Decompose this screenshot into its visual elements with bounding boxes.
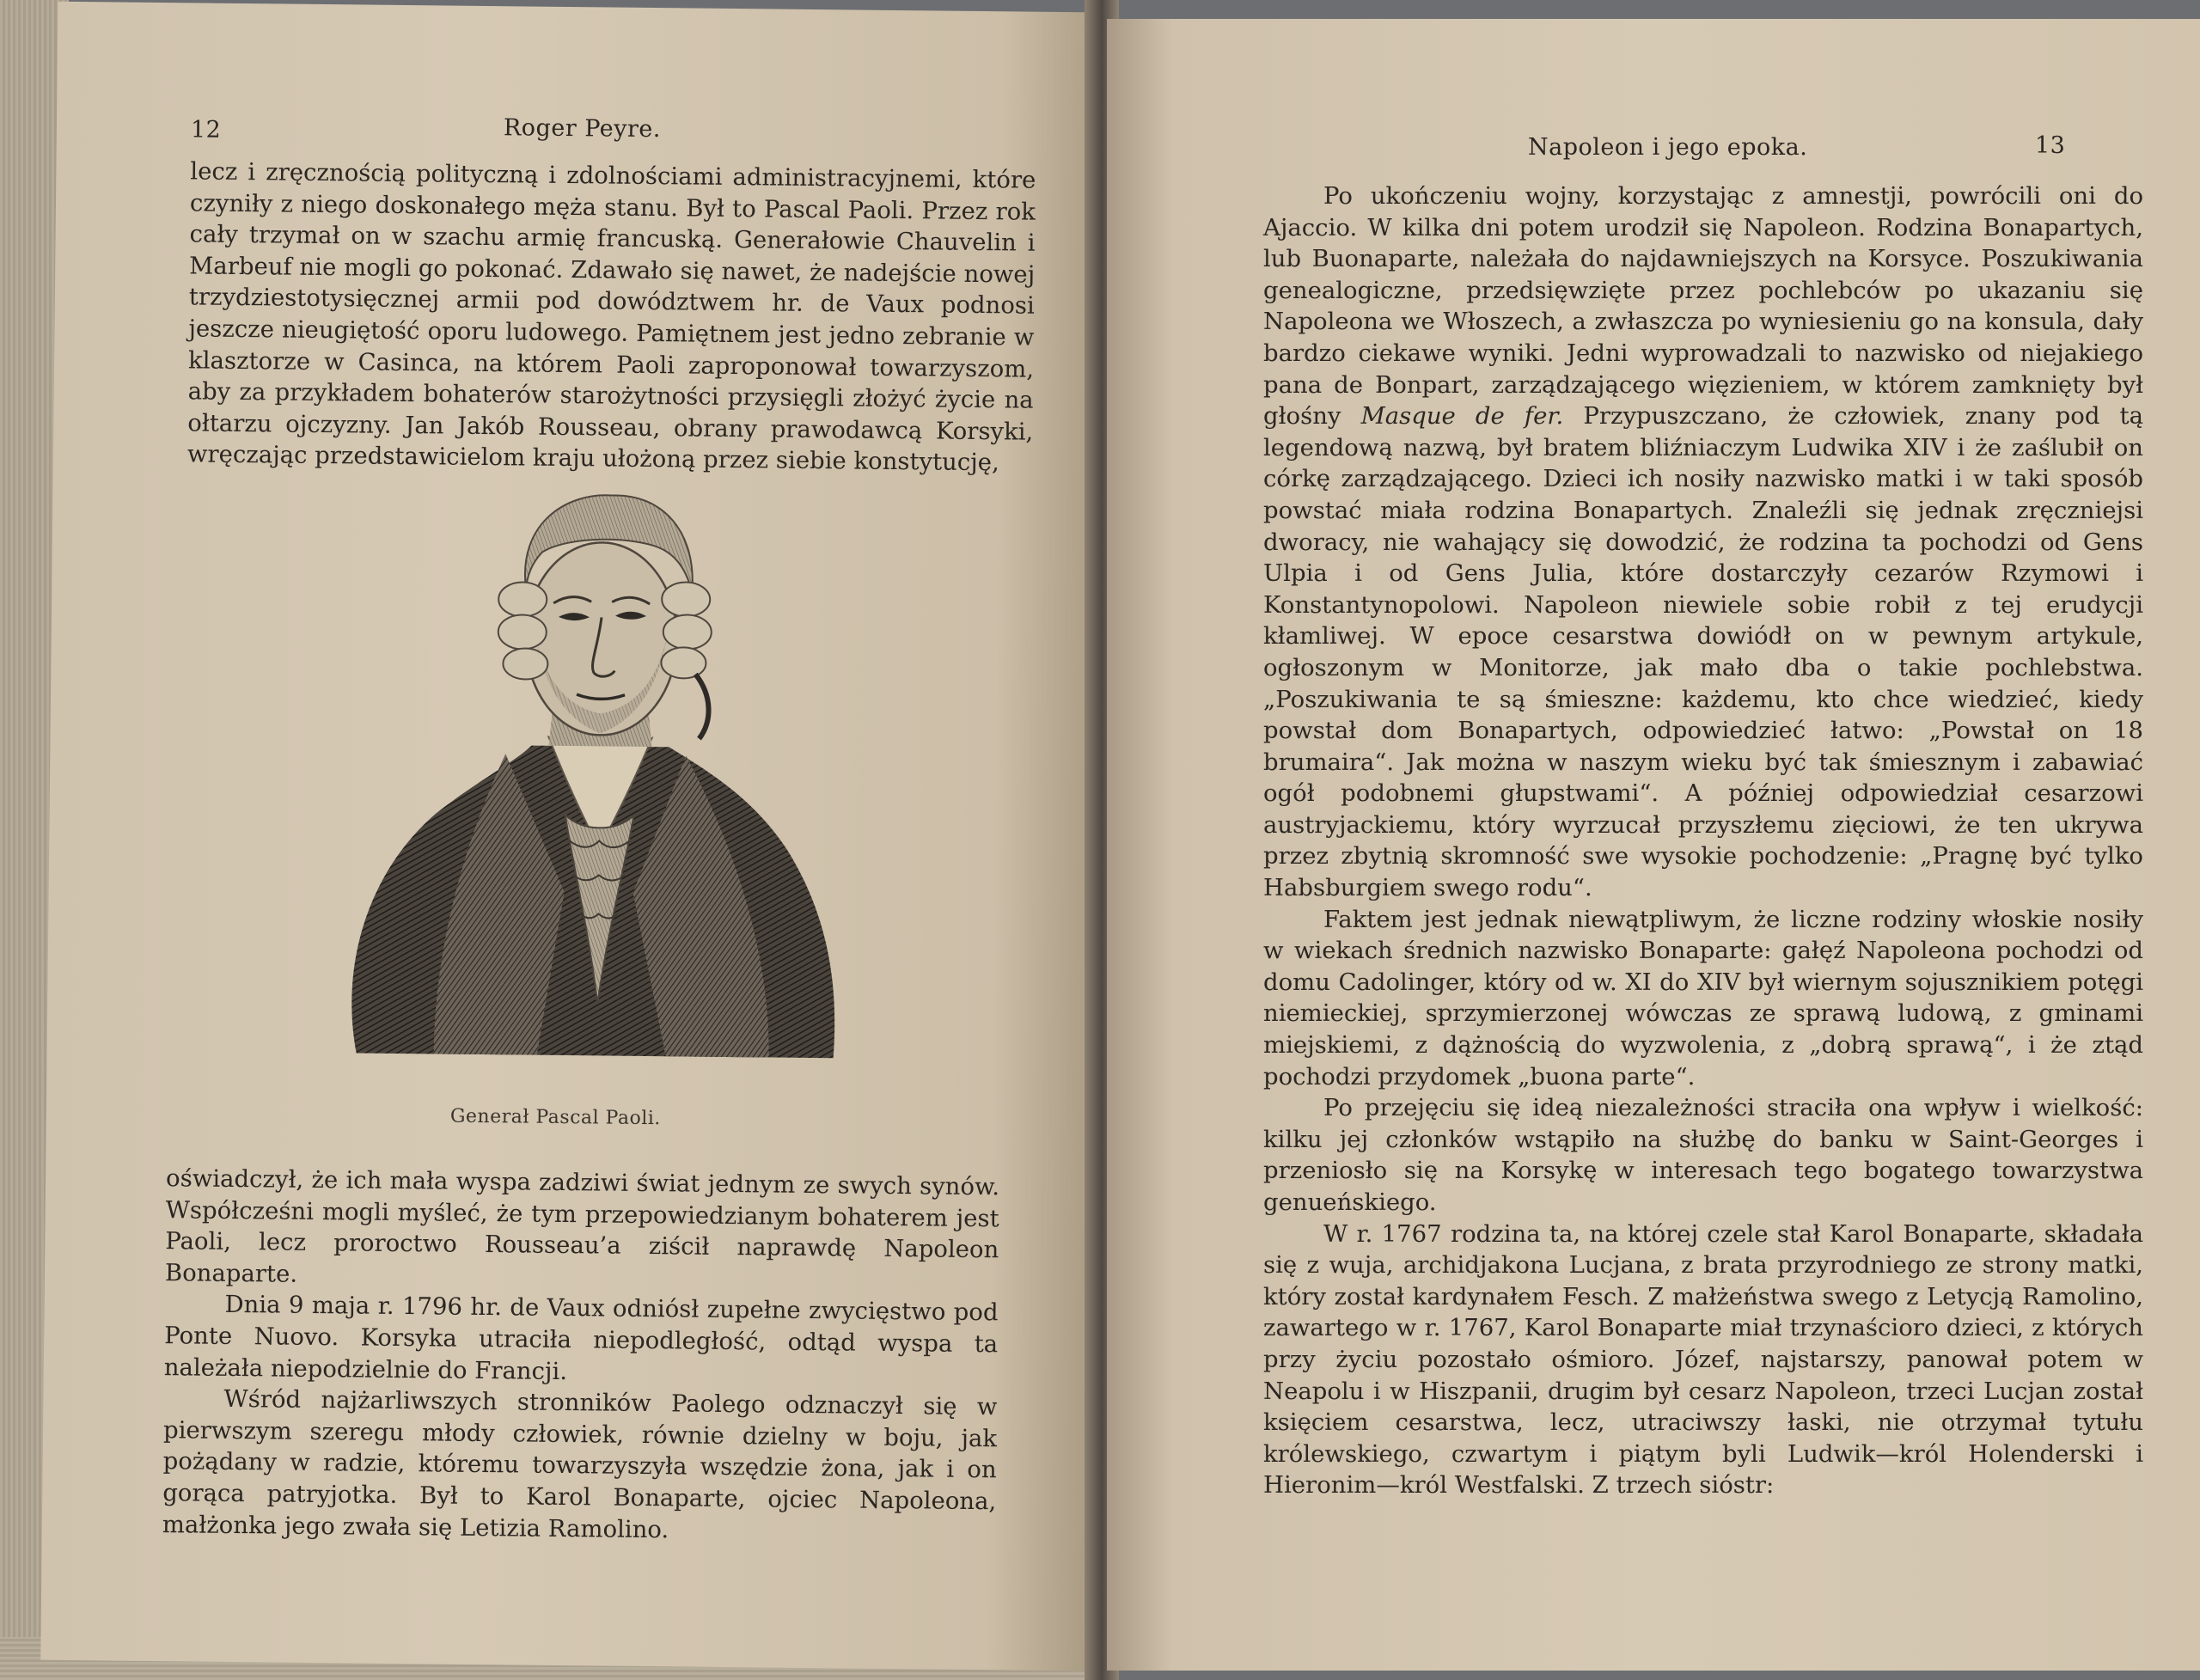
italic-title: Masque de fer. xyxy=(1360,402,1564,431)
paragraph: Dnia 9 maja r. 1796 hr. de Vaux odniósł zupełne zwycięstwo pod Ponte Nuovo. Korsyka utraciła niepodległość, odtąd wyspa ta należała niepodzielnie do Francji. xyxy=(163,1291,999,1385)
right-text xyxy=(1263,180,2143,1501)
paragraph: Wśród najżarliwszych stronników Paolego odznaczył się w pierwszym szeregu młody człowiek, równie dzielny w boju, jak pożądany w radzie, któremu towarzyszyła wszędzie żona, jak i on gorąca patryjotka. Był to Karol Bonaparte, ojciec Napoleona, małżonka jego zwała się Letizia Ramolino. xyxy=(162,1385,998,1543)
paragraph: Po przejęciu się ideą niezależności straciła ona wpływ i wielkość: kilku jej członków wstąpiło na służbę do banku w Saint-Georges i przeniosło się na Korsykę w interesach tego bogatego towarzystwa genueńskiego. xyxy=(1263,1094,2143,1216)
right-page xyxy=(1107,19,2200,1671)
left-bottom-text xyxy=(162,1163,1000,1549)
paragraph: W r. 1767 rodzina ta, na której czele stał Karol Bonaparte, składała się z wuja, archidjakona Lucjana, z brata przyrodniego ze strony matki, który został kardynałem Fesch. Z małżeństwa swego z Letycją Ramolino, zawartego w r. 1767, Karol Bonaparte miał trzynaścioro dzieci, z których przy życiu pozostało ośmioro. Józef, najstarszy, panował potem w Neapolu i w Hiszpanii, drugim był cesarz Napoleon, trzeci Lucjan został księciem cesarstwa, lecz, utraciwszy łaski, nie otrzymał tytułu królewskiego, czwartym i piątym byli Ludwik—król Holenderski i Hieronim—król Westfalski. Z trzech sióstr: xyxy=(1263,1219,2143,1500)
paragraph: Faktem jest jednak niewątpliwym, że liczne rodziny włoskie nosiły w wiekach średnich nazwisko Bonaparte: gałęź Napoleona pochodzi od domu Cadolinger, który od w. XI do XIV był wiernym sojusznikiem potęgi niemieckiej, sprzymierzonej wówczas ze sprawą ludową, z gminami miejskiemi, z dążnością do wyzwolenia, z „dobrą sprawą“, i że ztąd pochodzi przydomek „buona parte“. xyxy=(1263,905,2143,1090)
page-number: 12 xyxy=(190,116,222,144)
portrait-engraving-pascal-paoli xyxy=(305,486,878,1066)
paragraph: oświadczył, że ich mała wyspa zadziwi świat jednym ze swych synów. Współcześni mogli myśleć, że tym przepowiedzianym bohaterem jest Paoli, lecz proroctwo Rousseau’a ziścił naprawdę Napoleon Bonaparte. xyxy=(164,1164,1000,1288)
page-number: 13 xyxy=(2035,132,2066,159)
text-run: Przypuszczano, że człowiek, znany pod tą legendową nazwą, był bratem bliźniaczym Ludwika XIV i że zaślubił on córkę zarządzającego. Dzieci ich nosiły nazwisko matki i w taki sposób powstać miała rodzina Bonapartych. Znaleźli się jednak zręczniejsi dworacy, nie wahający się dowodzić, że rodzina ta pochodzi od Gens Ulpia i od Gens Julia, które dostarczyły cezarów Rzymowi i Konstantynopolowi. Napoleon niewiele sobie robił z tej erudycji kłamliwej. W epoce cesarstwa dowiódł on w pewnym artykule, ogłoszonym w Monitorze, jak mało dba o takie pochlebstwa. „Poszukiwania te są śmieszne: każdemu, kto chce wiedzieć, kiedy powstał dom Bonapartych, odpowiedzieć łatwo: „Powstał on 18 brumaira“. Jak można w naszym wieku być tak śmiesznym i zabawiać ogół podobnemi głupstwami“. A później odpowiedział cesarzowi austryjackiemu, który wyrzucał przyszłemu zięciowi, że ten ukrywa przez zbytnią skromność swe wysokie pochodzenie: „Pragnę być tylko Habsburgiem swego rodu“. xyxy=(1263,402,2144,902)
running-head: Roger Peyre. xyxy=(503,114,662,144)
left-page xyxy=(40,2,1108,1671)
paragraph xyxy=(1263,180,2143,904)
paragraph: lecz i zręcznością polityczną i zdolnościami administracyjnemi, które czyniły z niego doskonałego męża stanu. Był to Pascal Paoli. Przez rok cały trzymał on w szachu armię francuską. Generałowie Chauvelin i Marbeuf nie mogli go pokonać. Zdawało się nawet, że nadejście nowej trzydziestotysięcznej armii pod dowództwem hr. de Vaux podnosi jeszcze nieugiętość oporu ludowego. Pamiętnem jest jedno zebranie w klasztorze w Casinca, na którem Paoli zaproponował towarzyszom, aby za przykładem bohaterów starożytności przysięgli złożyć życie na ołtarzu ojczyzny. Jan Jakób Rousseau, obrany prawodawcą Korsyki, wręczając przedstawicielom kraju ułożoną przez siebie konstytucję, xyxy=(186,157,1036,477)
left-top-paragraph xyxy=(187,156,1036,479)
text-run: Po ukończeniu wojny, korzystając z amnestji, powrócili oni do Ajaccio. W kilka dni potem urodził się Napoleon. Rodzina Bonapartych, lub Buonaparte, należała do najdawniejszych na Korsyce. Poszukiwania genealogiczne, przedsięwzięte przez pochlebców po ukazaniu się Napoleona we Włoszech, a zwłaszcza po wyniesieniu go na konsula, dały bardzo ciekawe wyniki. Jedni wyprowadzali to nazwisko od niejakiego pana de Bonpart, zarządzającego więzieniem, w którem zamknięty był głośny xyxy=(1263,182,2143,431)
running-head: Napoleon i jego epoka. xyxy=(1528,134,1808,161)
portrait-caption: Generał Pascal Paoli. xyxy=(449,1105,661,1130)
